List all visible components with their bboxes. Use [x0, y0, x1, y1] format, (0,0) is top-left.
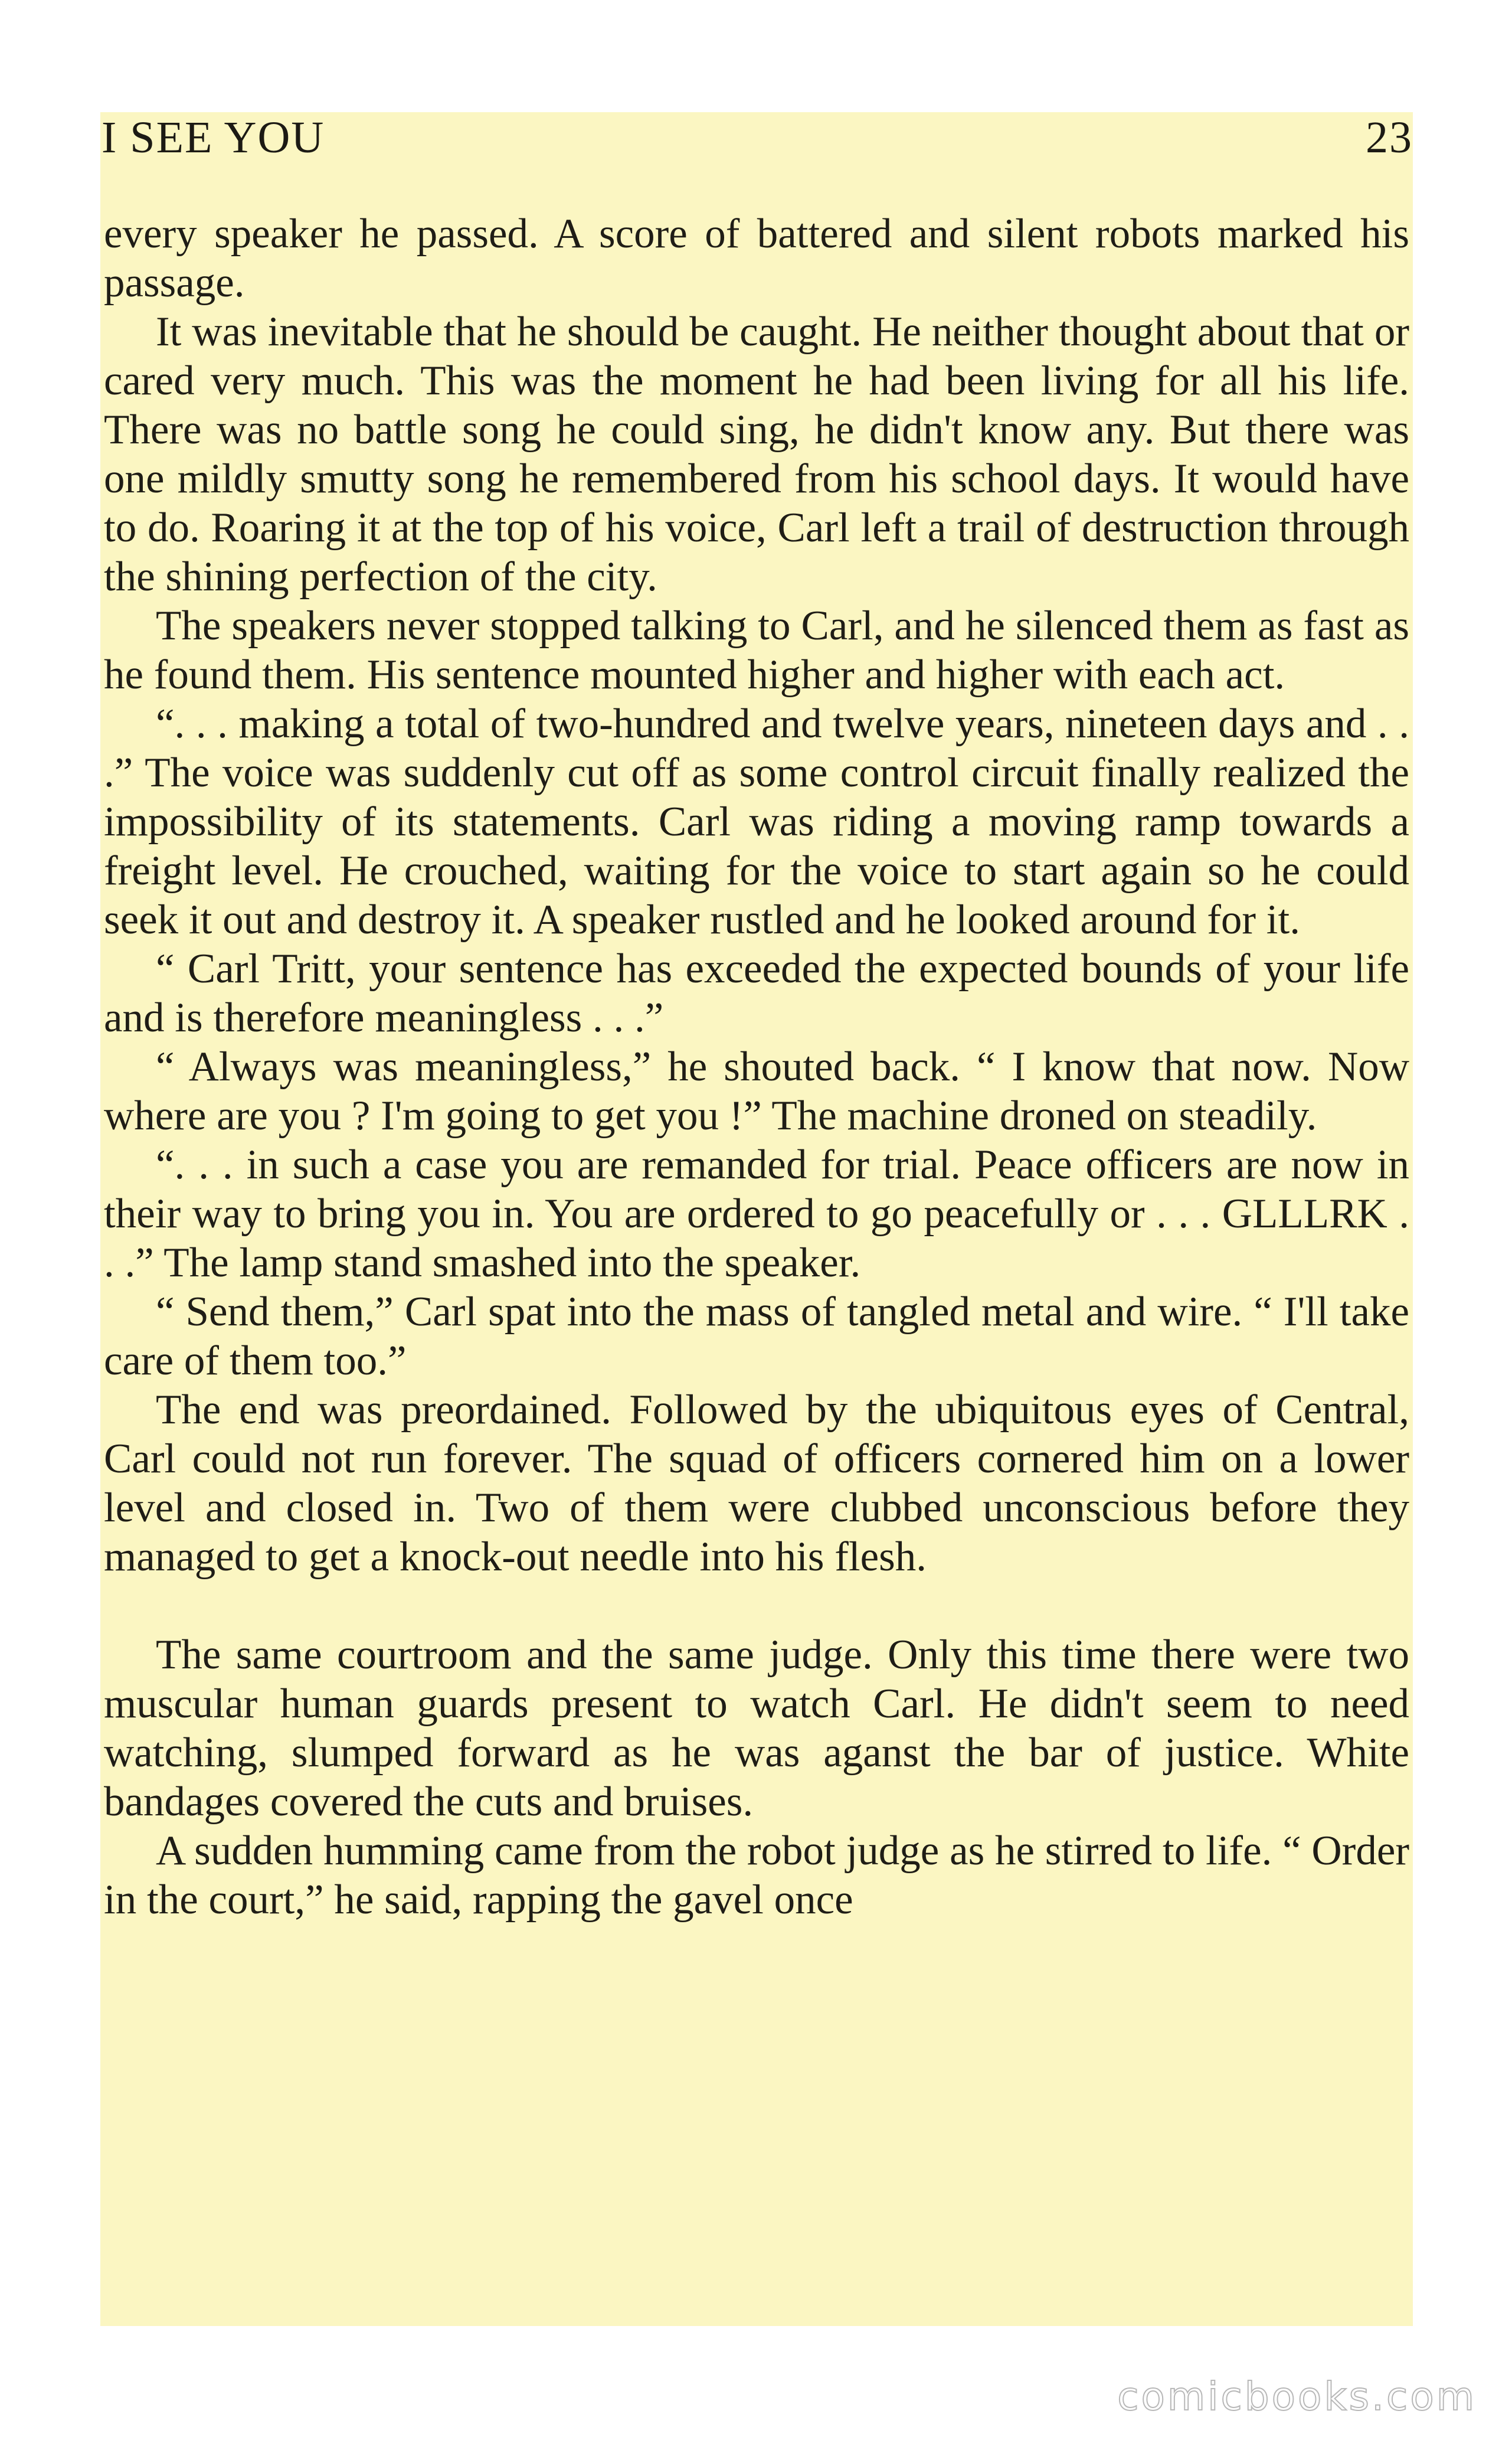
paragraph: “ Carl Tritt, your sentence has exceeded the expected bounds of your life and is therefore meaningless . . .”	[104, 946, 1409, 1041]
paragraph: A sudden humming came from the robot judge as he stirred to life. “ Order in the court,” he said, rapping the gavel once	[104, 1828, 1409, 1923]
story-text	[104, 210, 1409, 1925]
paragraph: every speaker he passed. A score of battered and silent robots marked his passage.	[104, 211, 1409, 306]
paragraph: The speakers never stopped talking to Carl, and he silenced them as fast as he found them. His sentence mounted higher and higher with each act.	[104, 603, 1409, 698]
page-number: 23	[1366, 113, 1413, 162]
watermark: comicbooks.com	[1117, 2374, 1477, 2419]
running-header	[100, 112, 1413, 165]
paragraph: It was inevitable that he should be caught. He neither thought about that or cared very much. This was the moment he had been living for all his life. There was no battle song he could sing, he didn't know any. But there was one mildly smutty song he remembered from his school days. It would have to do. Roaring it at the top of his voice, Carl left a trail of destruction through the shining perfection of the city.	[104, 309, 1409, 600]
paragraph: The same courtroom and the same judge. Only this time there were two muscular human guards present to watch Carl. He didn't seem to need watching, slumped forward as he was aganst the bar of justice. White bandages covered the cuts and bruises.	[104, 1632, 1409, 1825]
paragraph: “ Send them,” Carl spat into the mass of tangled metal and wire. “ I'll take care of them too.”	[104, 1289, 1409, 1384]
paragraph: “ Always was meaningless,” he shouted back. “ I know that now. Now where are you ? I'm going to get you !” The machine droned on steadily.	[104, 1044, 1409, 1139]
page-title: I SEE YOU	[102, 113, 325, 162]
paragraph: “. . . in such a case you are remanded for trial. Peace officers are now in their way to bring you in. You are ordered to go peacefully or . . . GLLLRK . . .” The lamp stand smashed into the speaker.	[104, 1142, 1409, 1286]
paragraph: The end was preordained. Followed by the ubiquitous eyes of Central, Carl could not run forever. The squad of officers cornered him on a lower level and closed in. Two of them were clubbed unconscious before they managed to get a knock-out needle into his flesh.	[104, 1387, 1409, 1580]
paragraph: “. . . making a total of two-hundred and twelve years, nineteen days and . . .” The voice was suddenly cut off as some control circuit finally realized the impossibility of its statements. Carl was riding a moving ramp towards a freight level. He crouched, waiting for the voice to start again so he could seek it out and destroy it. A speaker rustled and he looked around for it.	[104, 701, 1409, 943]
